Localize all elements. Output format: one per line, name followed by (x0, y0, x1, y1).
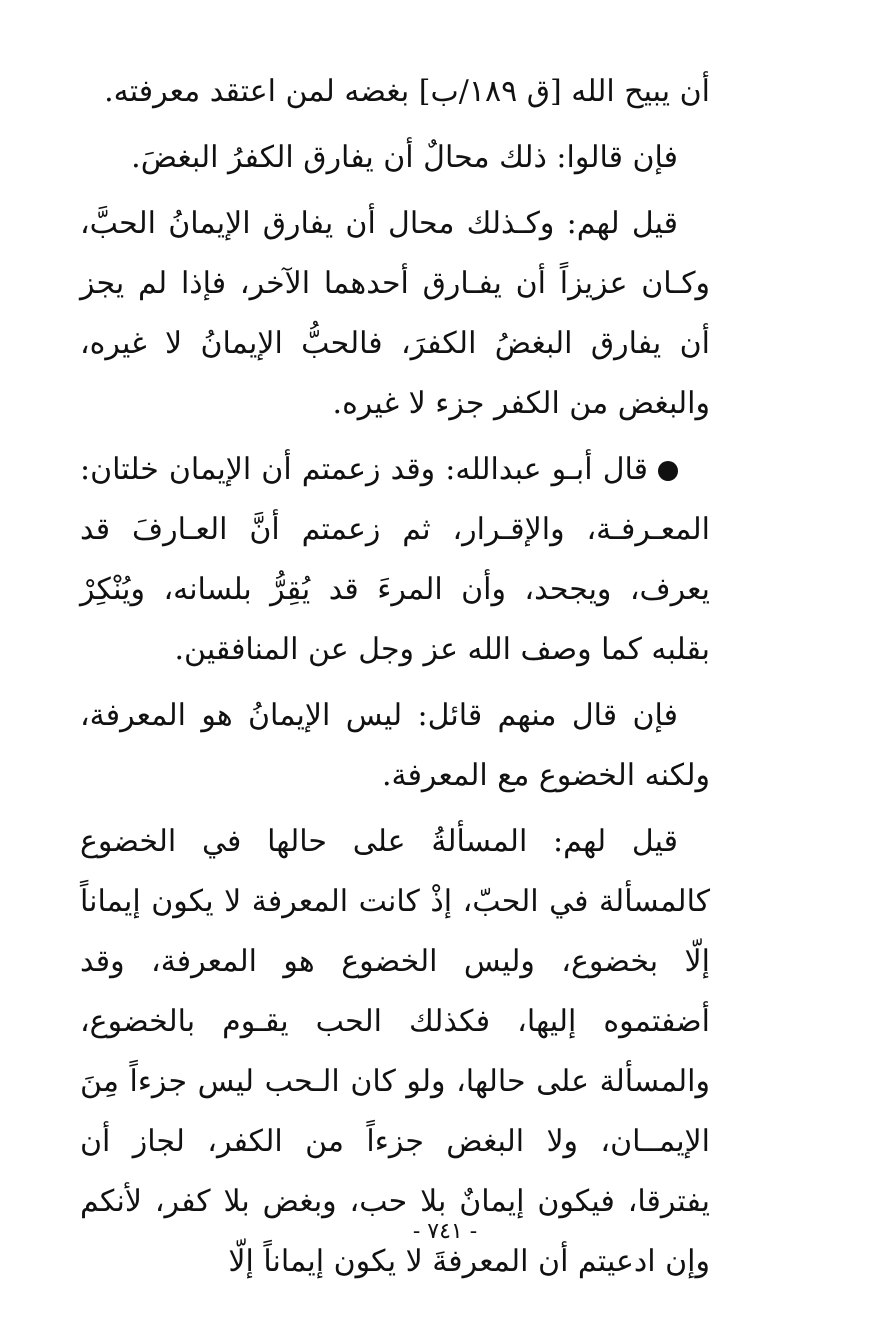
paragraph-reply-submission: قيل لهم: المسألةُ على حالها في الخضوع كالمسألة في الحبّ، إذْ كانت المعرفة لا يكون إيماناً إلّا بخضوع، وليس الخضوع هو المعرفة، وقد أضفتموه إليها، فكذلك الحب يقـوم بالخضوع، والمسألة على حالها، ولو كان الـحب ليس جزءاً مِنَ الإيمــان، ولا البغض جزءاً من الكفر، لجاز أن يفترقا، فيكون إيمانٌ بلا حب، وبغض بلا كفر، لأنكم وإن ادعيتم أن المعرفةَ لا يكون إيماناً إلّا (80, 824, 710, 1279)
paragraph-abu-abdallah-text: قال أبـو عبدالله: وقد زعمتم أن الإيمان خلتان: المعـرفـة، والإقـرار، ثم زعمتم أنَّ العـارفَ قد يعرف، ويجحد، وأن المرءَ قد يُقِرُّ بلسانه، ويُنْكِرْ بقلبه كما وصف الله عز وجل عن المنافقين. (80, 452, 710, 667)
bullet-icon (658, 461, 678, 481)
body-text (80, 62, 710, 1292)
page-number: - ٧٤١ - (412, 1219, 478, 1244)
paragraph-objection: فإن قالوا: ذلك محالٌ أن يفارق الكفرُ البغضَ. (131, 140, 678, 175)
paragraph-reply-love: قيل لهم: وكـذلك محال أن يفارق الإيمانُ الحبَّ، وكـان عزيزاً أن يفـارق أحدهما الآخر، فإذا لم يجز أن يفارق البغضُ الكفرَ، فالحبُّ الإيمانُ لا غيره، والبغض من الكفر جزء لا غيره. (80, 206, 710, 421)
paragraph-continuation: أن يبيح الله [ق ١٨٩/ب] بغضه لمن اعتقد معرفته. (104, 74, 710, 109)
paragraph-objection-submission: فإن قال منهم قائل: ليس الإيمانُ هو المعرفة، ولكنه الخضوع مع المعرفة. (80, 698, 710, 793)
paragraph-abu-abdallah (80, 440, 710, 680)
